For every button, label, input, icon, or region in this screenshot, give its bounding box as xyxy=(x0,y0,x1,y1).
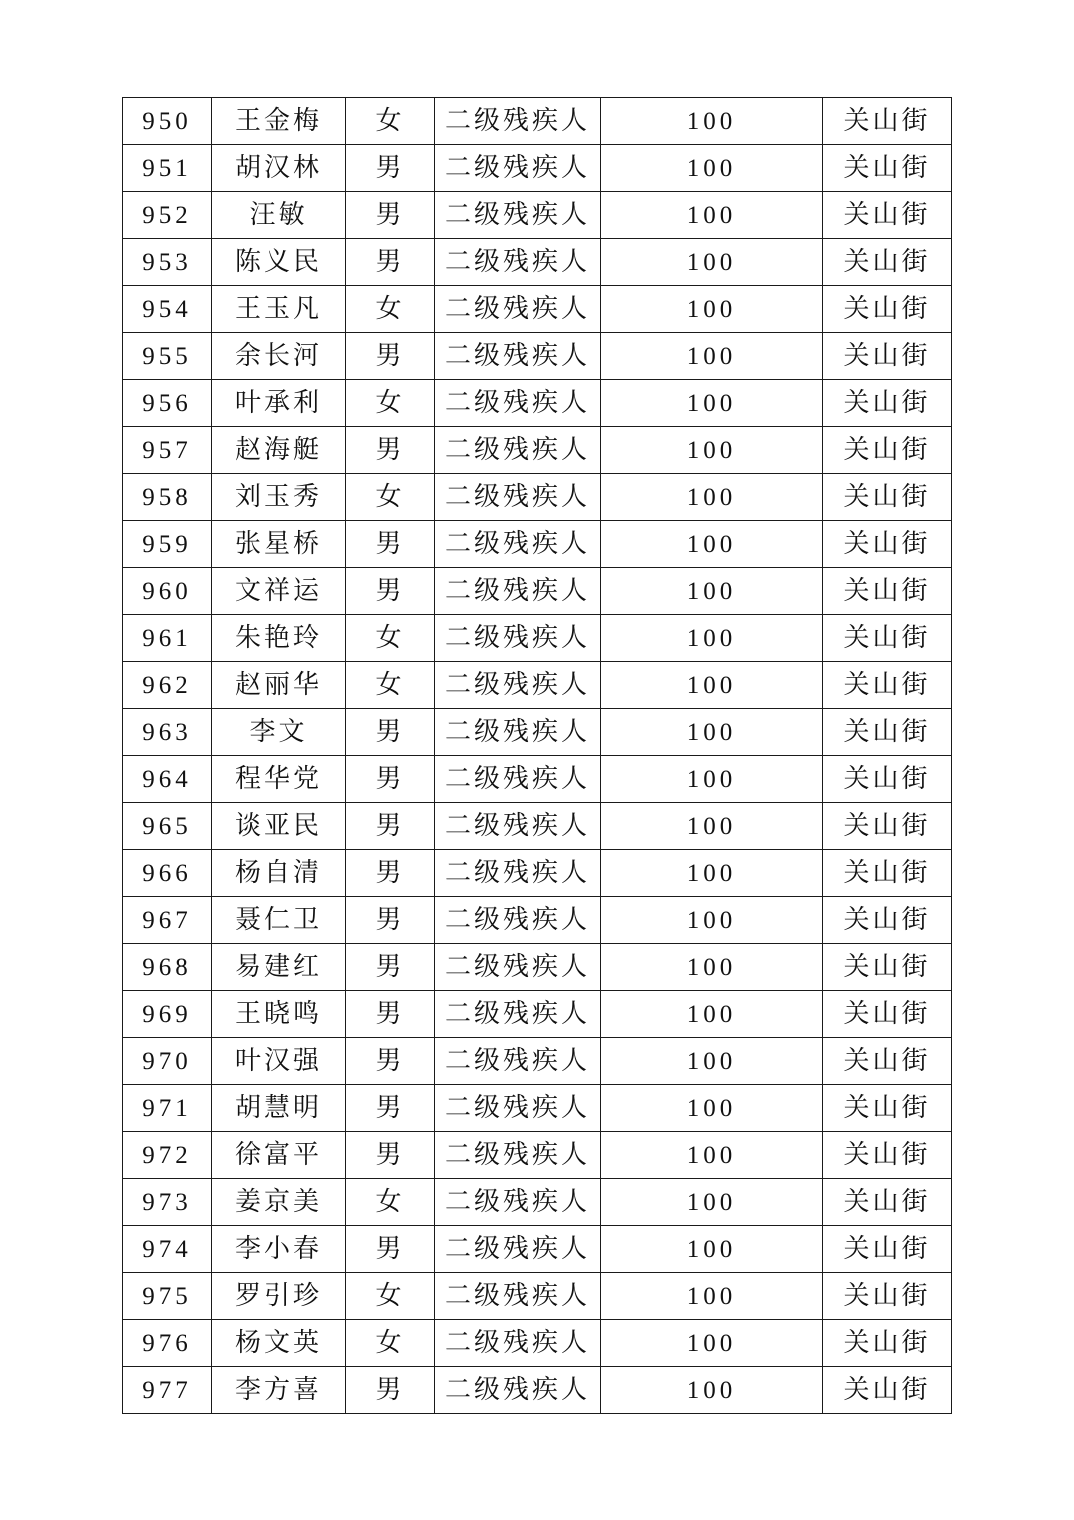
disability-level-cell: 二级残疾人 xyxy=(435,239,601,286)
gender-cell: 男 xyxy=(346,1226,435,1273)
name-cell: 程华党 xyxy=(212,756,346,803)
amount-cell: 100 xyxy=(601,192,823,239)
street-cell: 关山街 xyxy=(823,333,952,380)
street-cell: 关山街 xyxy=(823,521,952,568)
recipient-list-table xyxy=(122,97,952,1414)
amount-cell: 100 xyxy=(601,568,823,615)
gender-cell: 男 xyxy=(346,897,435,944)
table-row xyxy=(123,145,952,192)
gender-cell: 男 xyxy=(346,1085,435,1132)
gender-cell: 男 xyxy=(346,850,435,897)
name-cell: 易建红 xyxy=(212,944,346,991)
table-row xyxy=(123,521,952,568)
name-cell: 李小春 xyxy=(212,1226,346,1273)
gender-cell: 男 xyxy=(346,1367,435,1414)
table-row xyxy=(123,1179,952,1226)
name-cell: 姜京美 xyxy=(212,1179,346,1226)
table-row xyxy=(123,991,952,1038)
street-cell: 关山街 xyxy=(823,1132,952,1179)
name-cell: 罗引珍 xyxy=(212,1273,346,1320)
name-cell: 聂仁卫 xyxy=(212,897,346,944)
gender-cell: 男 xyxy=(346,803,435,850)
table-row xyxy=(123,333,952,380)
disability-level-cell: 二级残疾人 xyxy=(435,1273,601,1320)
table-row xyxy=(123,944,952,991)
disability-level-cell: 二级残疾人 xyxy=(435,756,601,803)
name-cell: 刘玉秀 xyxy=(212,474,346,521)
street-cell: 关山街 xyxy=(823,1038,952,1085)
name-cell: 王金梅 xyxy=(212,98,346,145)
amount-cell: 100 xyxy=(601,1367,823,1414)
table-row xyxy=(123,615,952,662)
amount-cell: 100 xyxy=(601,944,823,991)
table-row xyxy=(123,756,952,803)
street-cell: 关山街 xyxy=(823,474,952,521)
serial-number-cell: 965 xyxy=(123,803,212,850)
table-row xyxy=(123,239,952,286)
amount-cell: 100 xyxy=(601,1273,823,1320)
gender-cell: 女 xyxy=(346,380,435,427)
street-cell: 关山街 xyxy=(823,1367,952,1414)
table-row xyxy=(123,1226,952,1273)
street-cell: 关山街 xyxy=(823,803,952,850)
gender-cell: 女 xyxy=(346,1179,435,1226)
amount-cell: 100 xyxy=(601,286,823,333)
street-cell: 关山街 xyxy=(823,756,952,803)
street-cell: 关山街 xyxy=(823,897,952,944)
gender-cell: 男 xyxy=(346,944,435,991)
amount-cell: 100 xyxy=(601,427,823,474)
street-cell: 关山街 xyxy=(823,1085,952,1132)
disability-level-cell: 二级残疾人 xyxy=(435,803,601,850)
serial-number-cell: 950 xyxy=(123,98,212,145)
gender-cell: 男 xyxy=(346,192,435,239)
disability-level-cell: 二级残疾人 xyxy=(435,1085,601,1132)
name-cell: 朱艳玲 xyxy=(212,615,346,662)
amount-cell: 100 xyxy=(601,1320,823,1367)
street-cell: 关山街 xyxy=(823,944,952,991)
serial-number-cell: 975 xyxy=(123,1273,212,1320)
table-row xyxy=(123,1367,952,1414)
serial-number-cell: 958 xyxy=(123,474,212,521)
name-cell: 谈亚民 xyxy=(212,803,346,850)
amount-cell: 100 xyxy=(601,615,823,662)
amount-cell: 100 xyxy=(601,239,823,286)
serial-number-cell: 951 xyxy=(123,145,212,192)
disability-level-cell: 二级残疾人 xyxy=(435,615,601,662)
name-cell: 杨文英 xyxy=(212,1320,346,1367)
amount-cell: 100 xyxy=(601,333,823,380)
disability-level-cell: 二级残疾人 xyxy=(435,474,601,521)
table-row xyxy=(123,1273,952,1320)
disability-level-cell: 二级残疾人 xyxy=(435,145,601,192)
table-row xyxy=(123,192,952,239)
table-row xyxy=(123,286,952,333)
gender-cell: 男 xyxy=(346,239,435,286)
serial-number-cell: 956 xyxy=(123,380,212,427)
table-row xyxy=(123,98,952,145)
street-cell: 关山街 xyxy=(823,239,952,286)
disability-level-cell: 二级残疾人 xyxy=(435,380,601,427)
disability-level-cell: 二级残疾人 xyxy=(435,1038,601,1085)
street-cell: 关山街 xyxy=(823,709,952,756)
name-cell: 赵丽华 xyxy=(212,662,346,709)
gender-cell: 男 xyxy=(346,1038,435,1085)
gender-cell: 女 xyxy=(346,1320,435,1367)
gender-cell: 男 xyxy=(346,568,435,615)
disability-level-cell: 二级残疾人 xyxy=(435,709,601,756)
name-cell: 余长河 xyxy=(212,333,346,380)
serial-number-cell: 970 xyxy=(123,1038,212,1085)
amount-cell: 100 xyxy=(601,380,823,427)
disability-level-cell: 二级残疾人 xyxy=(435,850,601,897)
serial-number-cell: 973 xyxy=(123,1179,212,1226)
serial-number-cell: 959 xyxy=(123,521,212,568)
street-cell: 关山街 xyxy=(823,380,952,427)
amount-cell: 100 xyxy=(601,145,823,192)
disability-level-cell: 二级残疾人 xyxy=(435,1179,601,1226)
serial-number-cell: 968 xyxy=(123,944,212,991)
gender-cell: 女 xyxy=(346,474,435,521)
name-cell: 李文 xyxy=(212,709,346,756)
disability-level-cell: 二级残疾人 xyxy=(435,991,601,1038)
table-row xyxy=(123,897,952,944)
disability-level-cell: 二级残疾人 xyxy=(435,1226,601,1273)
gender-cell: 男 xyxy=(346,521,435,568)
name-cell: 杨自清 xyxy=(212,850,346,897)
gender-cell: 女 xyxy=(346,286,435,333)
amount-cell: 100 xyxy=(601,1132,823,1179)
serial-number-cell: 963 xyxy=(123,709,212,756)
disability-level-cell: 二级残疾人 xyxy=(435,192,601,239)
street-cell: 关山街 xyxy=(823,145,952,192)
disability-level-cell: 二级残疾人 xyxy=(435,1320,601,1367)
street-cell: 关山街 xyxy=(823,427,952,474)
table-row xyxy=(123,1038,952,1085)
amount-cell: 100 xyxy=(601,662,823,709)
gender-cell: 女 xyxy=(346,1273,435,1320)
table-row xyxy=(123,568,952,615)
gender-cell: 男 xyxy=(346,333,435,380)
name-cell: 文祥运 xyxy=(212,568,346,615)
amount-cell: 100 xyxy=(601,98,823,145)
serial-number-cell: 966 xyxy=(123,850,212,897)
street-cell: 关山街 xyxy=(823,991,952,1038)
serial-number-cell: 954 xyxy=(123,286,212,333)
name-cell: 胡慧明 xyxy=(212,1085,346,1132)
disability-level-cell: 二级残疾人 xyxy=(435,427,601,474)
street-cell: 关山街 xyxy=(823,1320,952,1367)
street-cell: 关山街 xyxy=(823,1226,952,1273)
amount-cell: 100 xyxy=(601,1179,823,1226)
gender-cell: 女 xyxy=(346,615,435,662)
amount-cell: 100 xyxy=(601,897,823,944)
amount-cell: 100 xyxy=(601,709,823,756)
disability-level-cell: 二级残疾人 xyxy=(435,1367,601,1414)
street-cell: 关山街 xyxy=(823,850,952,897)
name-cell: 徐富平 xyxy=(212,1132,346,1179)
disability-level-cell: 二级残疾人 xyxy=(435,944,601,991)
street-cell: 关山街 xyxy=(823,662,952,709)
name-cell: 赵海艇 xyxy=(212,427,346,474)
table-row xyxy=(123,380,952,427)
disability-level-cell: 二级残疾人 xyxy=(435,897,601,944)
disability-level-cell: 二级残疾人 xyxy=(435,1132,601,1179)
serial-number-cell: 977 xyxy=(123,1367,212,1414)
table-row xyxy=(123,850,952,897)
serial-number-cell: 964 xyxy=(123,756,212,803)
amount-cell: 100 xyxy=(601,991,823,1038)
disability-level-cell: 二级残疾人 xyxy=(435,333,601,380)
disability-level-cell: 二级残疾人 xyxy=(435,662,601,709)
serial-number-cell: 971 xyxy=(123,1085,212,1132)
gender-cell: 男 xyxy=(346,709,435,756)
serial-number-cell: 976 xyxy=(123,1320,212,1367)
table-row xyxy=(123,1320,952,1367)
serial-number-cell: 969 xyxy=(123,991,212,1038)
serial-number-cell: 972 xyxy=(123,1132,212,1179)
disability-level-cell: 二级残疾人 xyxy=(435,286,601,333)
street-cell: 关山街 xyxy=(823,286,952,333)
name-cell: 叶承利 xyxy=(212,380,346,427)
table-row xyxy=(123,474,952,521)
table-row xyxy=(123,1132,952,1179)
name-cell: 陈义民 xyxy=(212,239,346,286)
serial-number-cell: 961 xyxy=(123,615,212,662)
amount-cell: 100 xyxy=(601,1226,823,1273)
table-row xyxy=(123,662,952,709)
serial-number-cell: 967 xyxy=(123,897,212,944)
gender-cell: 男 xyxy=(346,427,435,474)
name-cell: 李方喜 xyxy=(212,1367,346,1414)
table-row xyxy=(123,803,952,850)
gender-cell: 女 xyxy=(346,98,435,145)
name-cell: 王晓鸣 xyxy=(212,991,346,1038)
table-row xyxy=(123,709,952,756)
street-cell: 关山街 xyxy=(823,192,952,239)
amount-cell: 100 xyxy=(601,474,823,521)
disability-level-cell: 二级残疾人 xyxy=(435,568,601,615)
serial-number-cell: 962 xyxy=(123,662,212,709)
gender-cell: 男 xyxy=(346,756,435,803)
table-body xyxy=(123,98,952,1414)
serial-number-cell: 957 xyxy=(123,427,212,474)
serial-number-cell: 952 xyxy=(123,192,212,239)
amount-cell: 100 xyxy=(601,1085,823,1132)
gender-cell: 男 xyxy=(346,1132,435,1179)
disability-level-cell: 二级残疾人 xyxy=(435,521,601,568)
street-cell: 关山街 xyxy=(823,1273,952,1320)
table-row xyxy=(123,1085,952,1132)
amount-cell: 100 xyxy=(601,850,823,897)
gender-cell: 男 xyxy=(346,991,435,1038)
amount-cell: 100 xyxy=(601,756,823,803)
amount-cell: 100 xyxy=(601,803,823,850)
disability-level-cell: 二级残疾人 xyxy=(435,98,601,145)
street-cell: 关山街 xyxy=(823,568,952,615)
gender-cell: 女 xyxy=(346,662,435,709)
name-cell: 汪敏 xyxy=(212,192,346,239)
name-cell: 张星桥 xyxy=(212,521,346,568)
serial-number-cell: 955 xyxy=(123,333,212,380)
street-cell: 关山街 xyxy=(823,615,952,662)
name-cell: 叶汉强 xyxy=(212,1038,346,1085)
table-row xyxy=(123,427,952,474)
amount-cell: 100 xyxy=(601,1038,823,1085)
serial-number-cell: 974 xyxy=(123,1226,212,1273)
amount-cell: 100 xyxy=(601,521,823,568)
serial-number-cell: 960 xyxy=(123,568,212,615)
gender-cell: 男 xyxy=(346,145,435,192)
name-cell: 王玉凡 xyxy=(212,286,346,333)
street-cell: 关山街 xyxy=(823,98,952,145)
street-cell: 关山街 xyxy=(823,1179,952,1226)
serial-number-cell: 953 xyxy=(123,239,212,286)
name-cell: 胡汉林 xyxy=(212,145,346,192)
